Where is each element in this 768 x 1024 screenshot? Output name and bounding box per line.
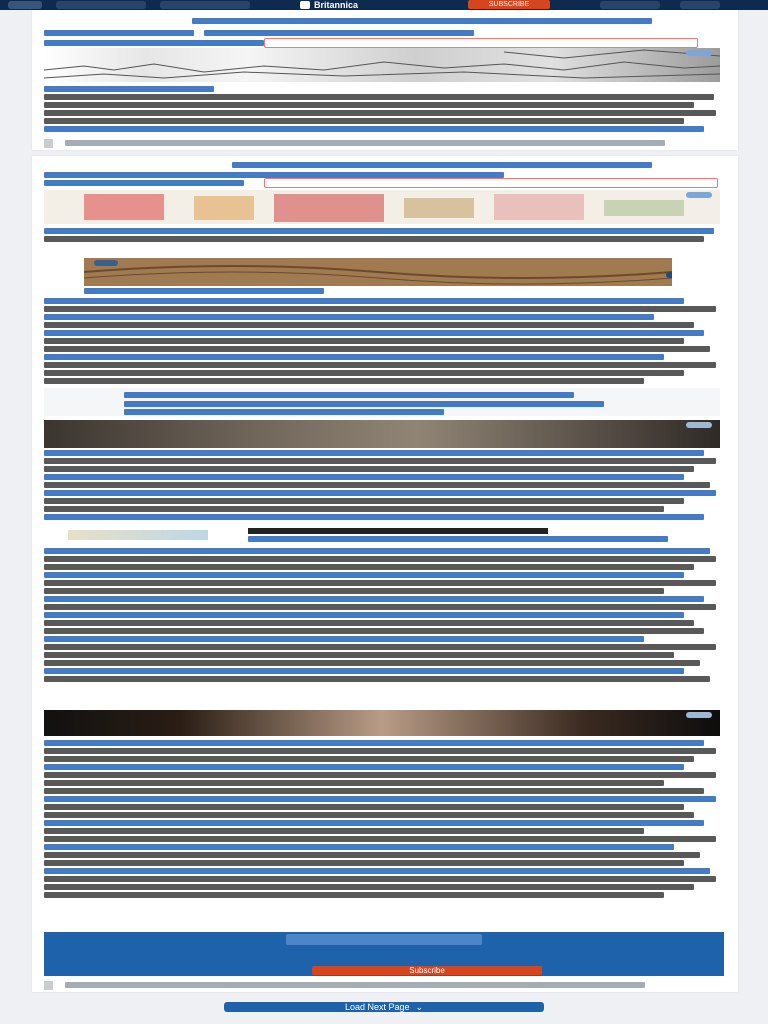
- article-meta: [44, 138, 665, 148]
- load-next-page-button[interactable]: [224, 1002, 544, 1012]
- nav-link[interactable]: [56, 1, 146, 9]
- article-link[interactable]: [192, 18, 652, 24]
- quiz-thumbnail: [68, 530, 208, 540]
- load-next-label: Load Next Page: [344, 1002, 410, 1012]
- top-navigation-bar: [0, 0, 768, 10]
- media-badge: [686, 192, 712, 198]
- subscription-promo: [44, 932, 724, 976]
- promo-subscribe-button[interactable]: [312, 966, 542, 975]
- article-image[interactable]: [44, 190, 720, 224]
- rooftop-illustration: [44, 48, 720, 82]
- codex-illustration: [44, 190, 720, 224]
- media-badge: [666, 272, 672, 278]
- byline[interactable]: [44, 30, 194, 36]
- brand-name: Britannica: [314, 0, 359, 10]
- related-link-box[interactable]: [44, 388, 720, 416]
- article-link[interactable]: [232, 162, 652, 168]
- article-body: [44, 86, 724, 134]
- byline[interactable]: [204, 30, 474, 36]
- media-badge: [686, 422, 712, 428]
- article-card: [32, 156, 738, 992]
- thistle-logo-icon: [300, 1, 310, 9]
- byline[interactable]: [44, 180, 244, 186]
- info-icon: [44, 139, 53, 148]
- media-badge: [686, 50, 712, 56]
- article-image[interactable]: [44, 48, 720, 82]
- promo-logo: [286, 934, 482, 945]
- nav-link[interactable]: [600, 1, 660, 9]
- subscribe-button[interactable]: [468, 0, 550, 9]
- article-body: [44, 298, 724, 386]
- article-image[interactable]: [84, 258, 672, 286]
- nav-link[interactable]: [160, 1, 250, 9]
- article-body: [44, 450, 724, 522]
- article-body: [44, 548, 724, 684]
- quiz-promo[interactable]: [44, 526, 720, 544]
- ask-question-button[interactable]: [264, 178, 718, 188]
- menu-icon[interactable]: [8, 1, 42, 9]
- image-caption: [44, 288, 724, 296]
- sun-stone-illustration: [84, 258, 672, 286]
- article-image[interactable]: [44, 710, 720, 736]
- info-icon: [44, 981, 53, 990]
- site-logo[interactable]: [300, 0, 358, 10]
- promo-subscribe-label: Subscribe: [409, 966, 445, 975]
- quiz-heading: [248, 528, 548, 534]
- chevron-down-icon: ⌄: [415, 1001, 424, 1012]
- subscribe-label: SUBSCRIBE: [488, 1, 530, 8]
- article-meta: [44, 980, 645, 990]
- article-image[interactable]: [44, 420, 720, 448]
- article-body: [44, 740, 724, 900]
- search-icon[interactable]: [680, 1, 720, 9]
- image-caption: [44, 228, 724, 244]
- quiz-link[interactable]: [248, 536, 668, 542]
- article-card: [32, 10, 738, 150]
- media-badge: [686, 712, 712, 718]
- ask-question-button[interactable]: [264, 38, 698, 48]
- byline[interactable]: [44, 40, 264, 46]
